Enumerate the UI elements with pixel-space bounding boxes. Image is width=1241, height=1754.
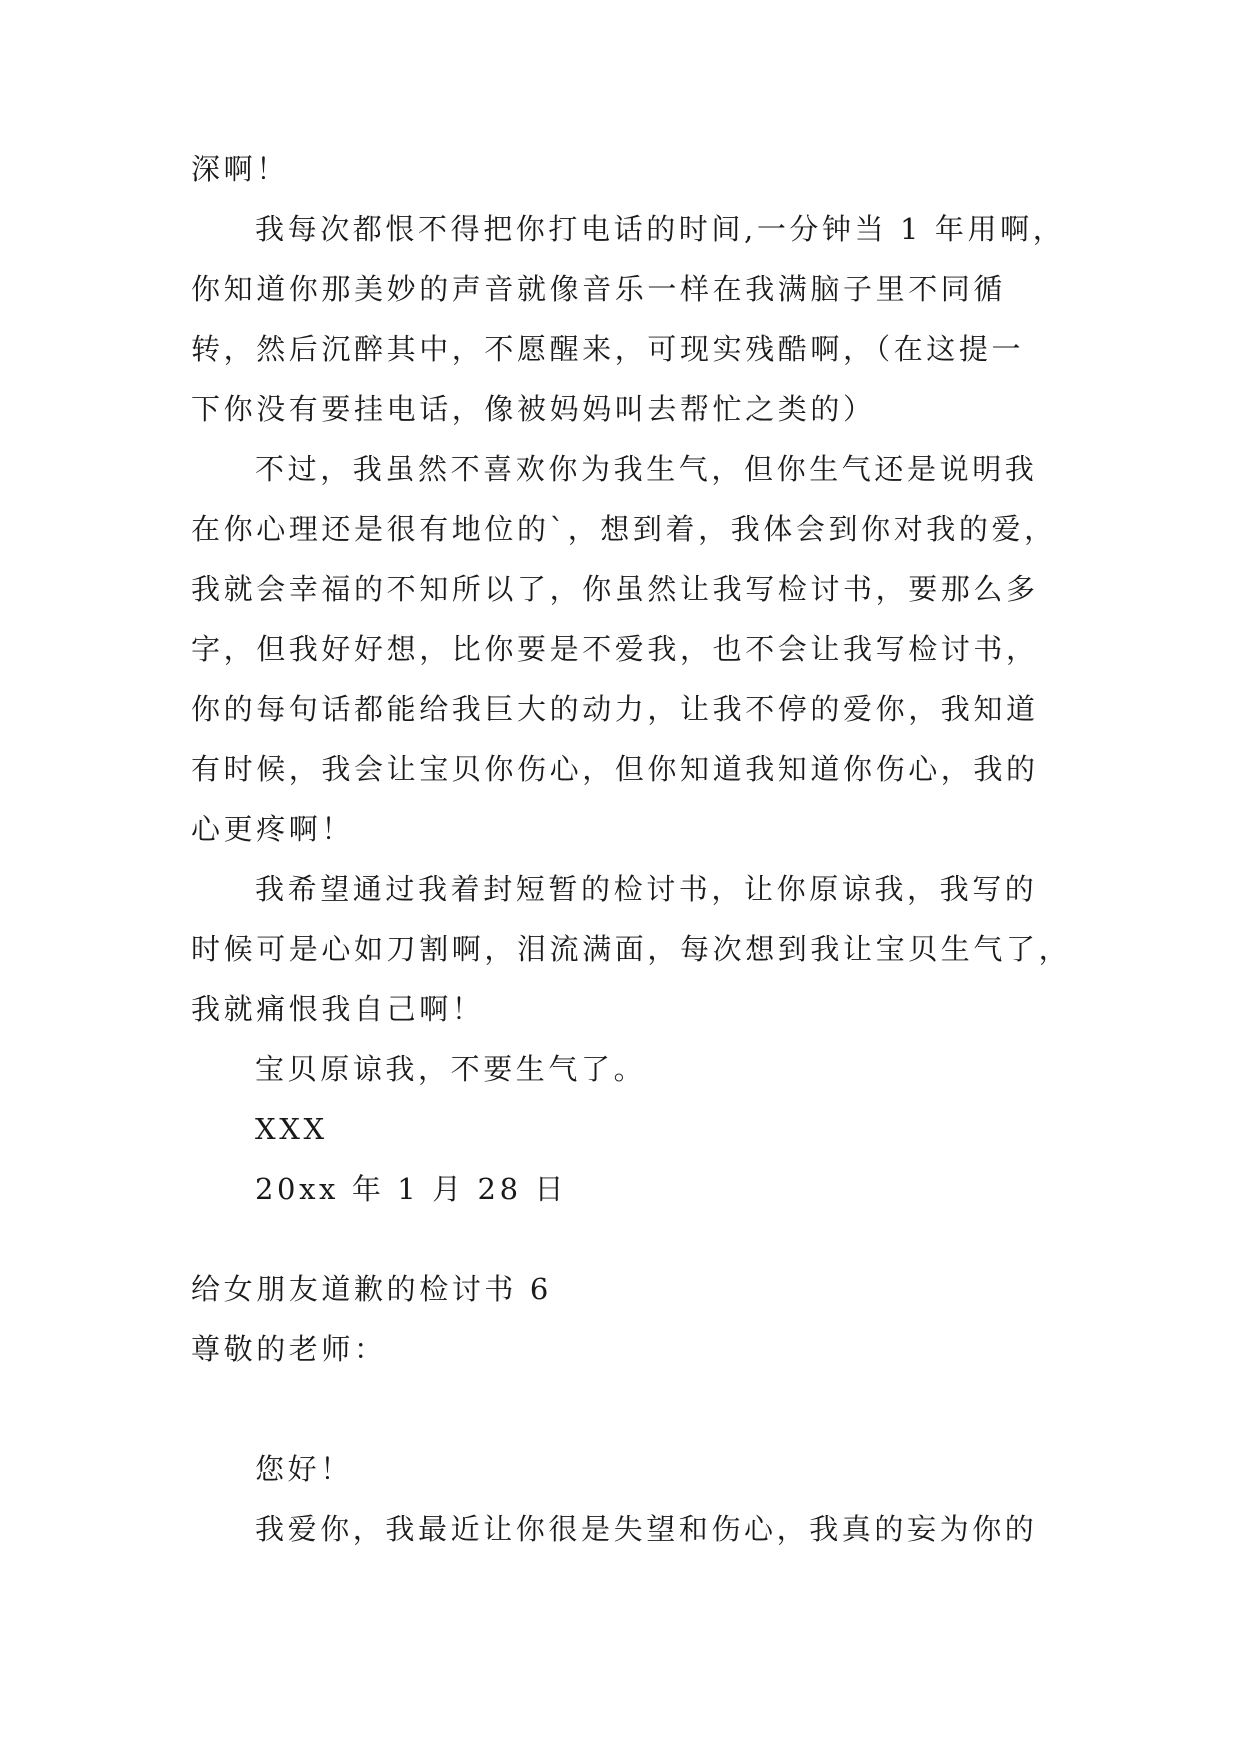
text-line: 心更疼啊！ — [191, 812, 355, 846]
section-title: 给女朋友道歉的检讨书 6 — [191, 1272, 552, 1306]
date-line: 20xx 年 1 月 28 日 — [255, 1172, 568, 1206]
text-line: 我爱你，我最近让你很是失望和伤心，我真的妄为你的 — [255, 1512, 1038, 1546]
text-line: 我就痛恨我自己啊！ — [191, 992, 485, 1026]
salutation: 尊敬的老师： — [191, 1332, 387, 1366]
text-line: 你的每句话都能给我巨大的动力，让我不停的爱你，我知道 — [191, 692, 1039, 726]
text-line: 宝贝原谅我，不要生气了。 — [255, 1052, 647, 1086]
text-line: 我就会幸福的不知所以了，你虽然让我写检讨书，要那么多 — [191, 572, 1039, 606]
text-line: 我希望通过我着封短暂的检讨书，让你原谅我，我写的 — [255, 872, 1038, 906]
text-line: 有时候，我会让宝贝你伤心，但你知道我知道你伤心，我的 — [191, 752, 1039, 786]
text-line: 在你心理还是很有地位的`，想到着，我体会到你对我的爱， — [191, 512, 1057, 546]
text-line: 下你没有要挂电话，像被妈妈叫去帮忙之类的） — [191, 392, 876, 426]
signature: XXX — [255, 1112, 328, 1146]
text-line: 不过，我虽然不喜欢你为我生气，但你生气还是说明我 — [255, 452, 1038, 486]
text-line: 转，然后沉醉其中，不愿醒来，可现实残酷啊，（在这提一 — [191, 332, 1025, 366]
greeting: 您好！ — [255, 1452, 353, 1486]
text-line: 你知道你那美妙的声音就像音乐一样在我满脑子里不同循 — [191, 272, 1007, 306]
text-line: 时候可是心如刀割啊，泪流满面，每次想到我让宝贝生气了， — [191, 932, 1072, 966]
text-line: 深啊！ — [191, 152, 289, 186]
text-line: 字，但我好好想，比你要是不爱我，也不会让我写检讨书， — [191, 632, 1039, 666]
text-line: 我每次都恨不得把你打电话的时间,一分钟当 1 年用啊， — [255, 212, 1066, 246]
